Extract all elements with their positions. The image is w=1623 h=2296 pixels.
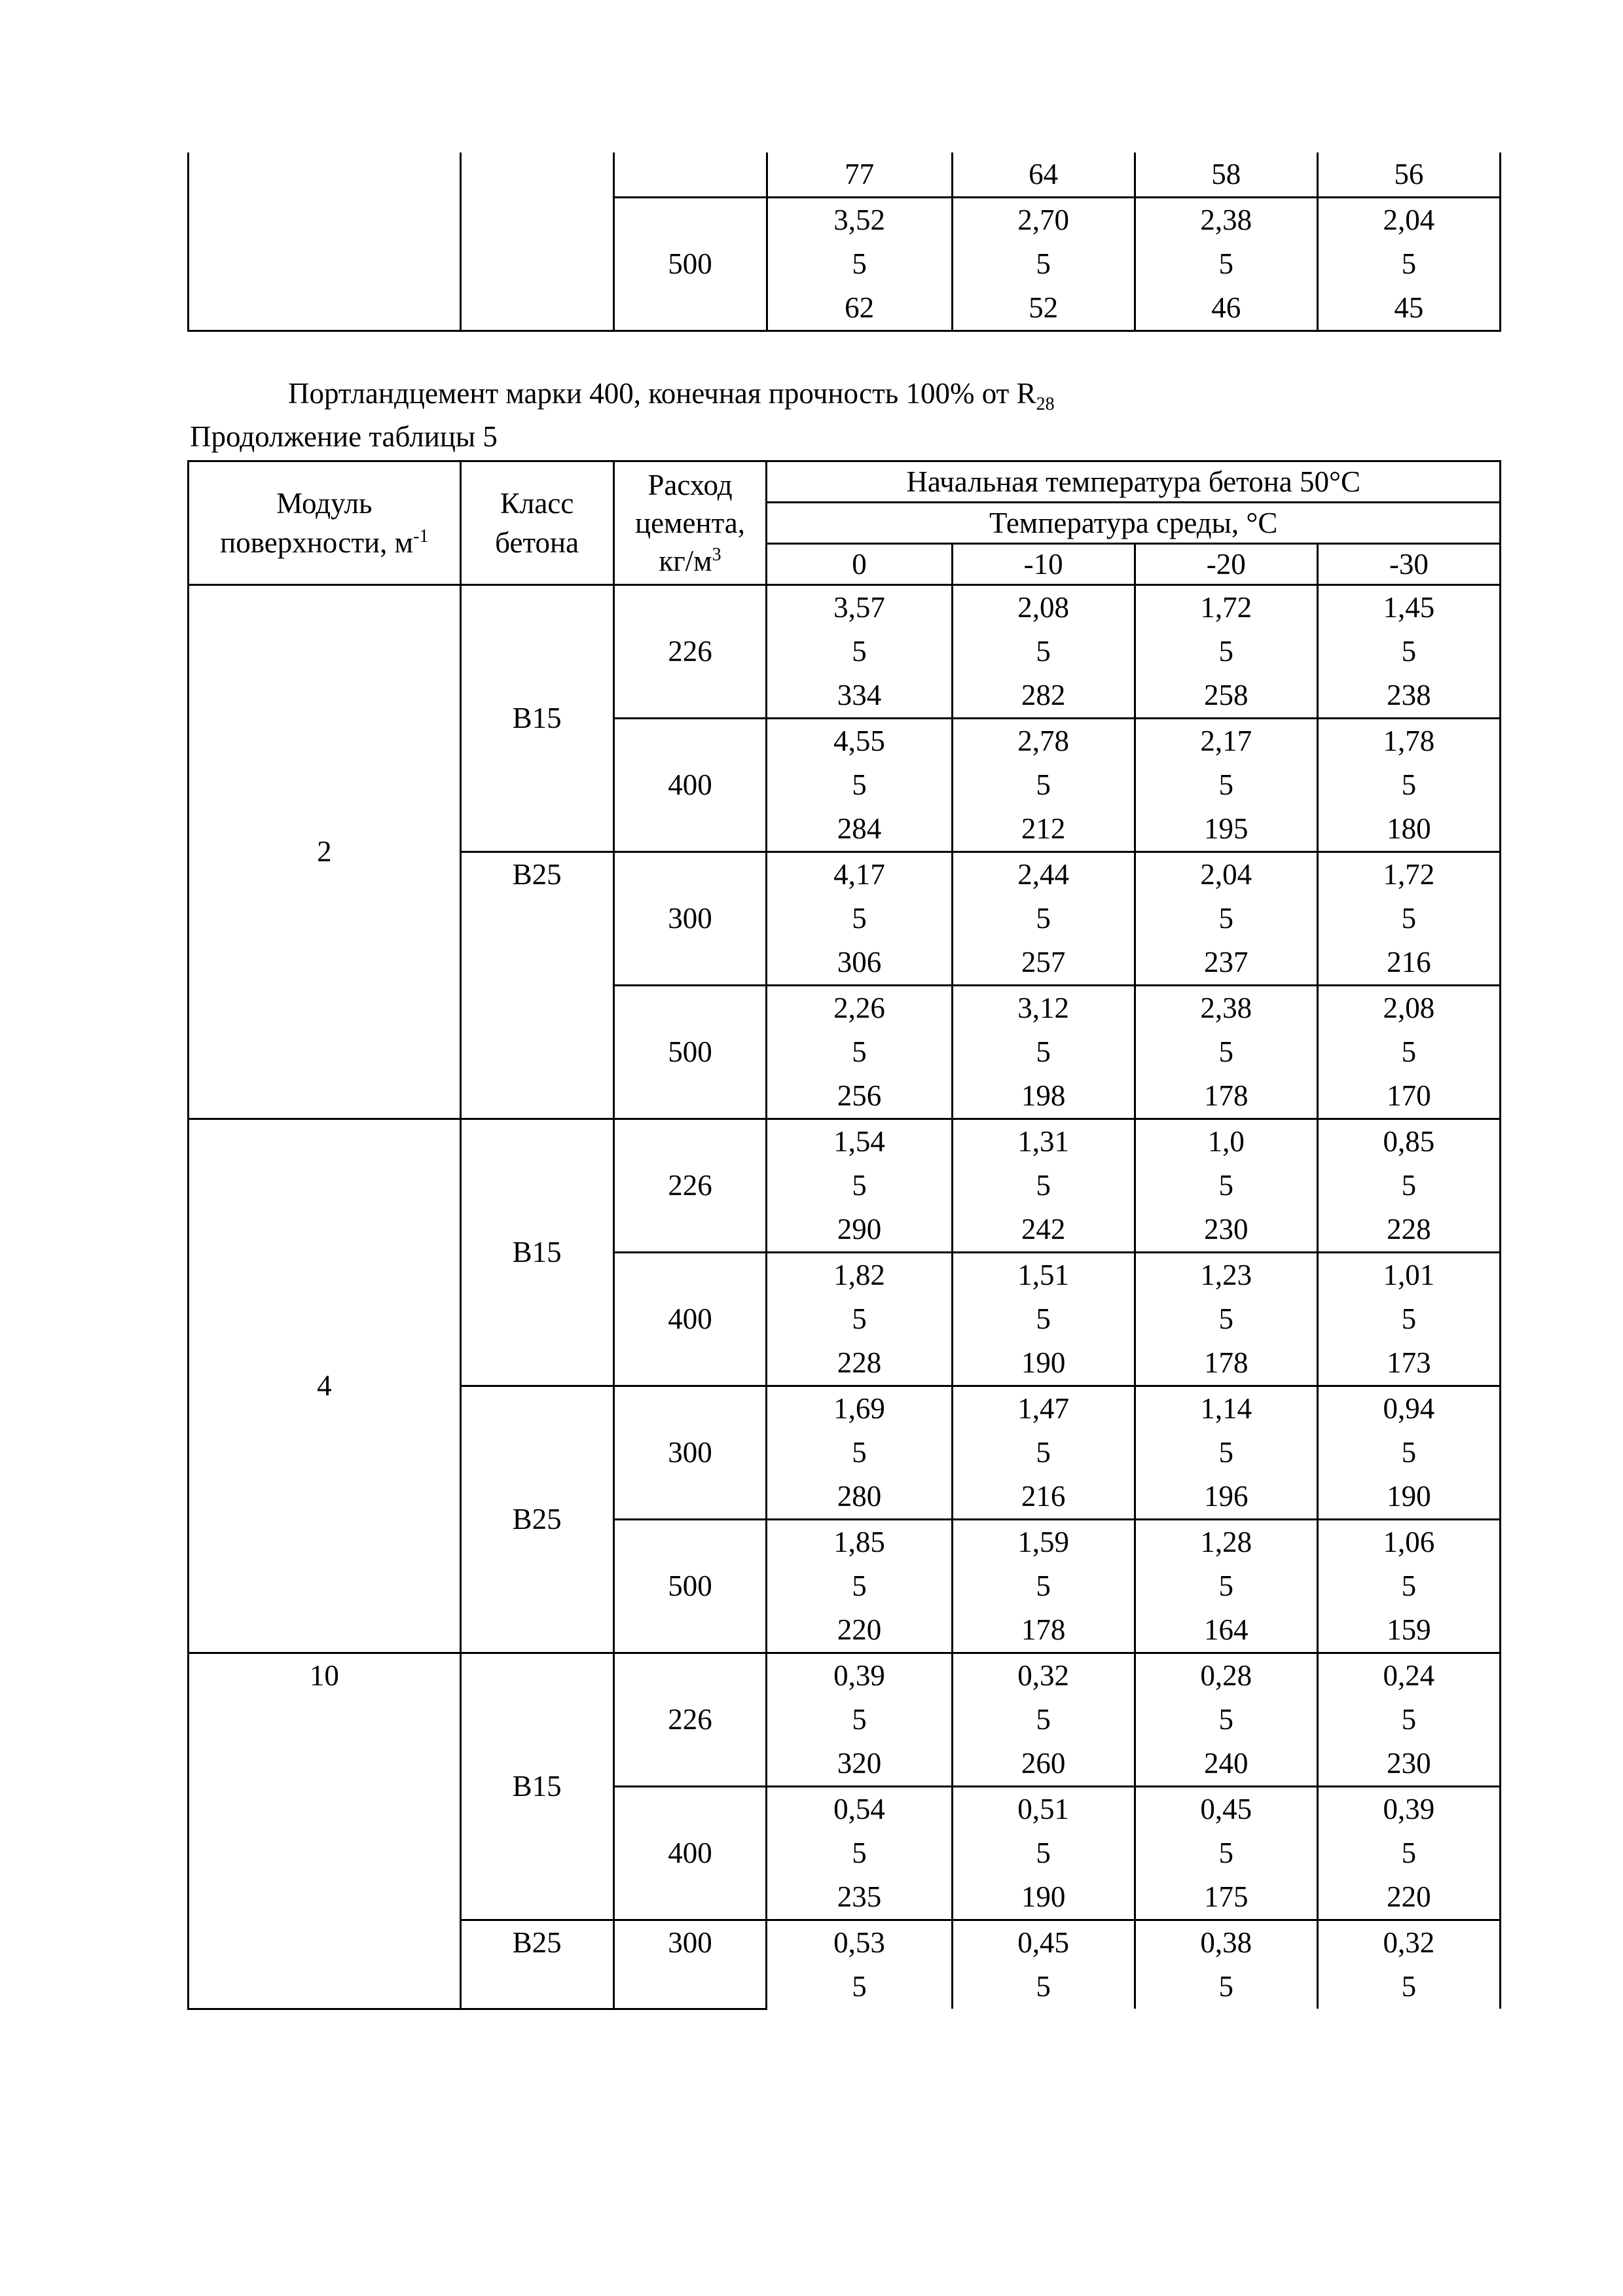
header-env-temp: Температура среды, °C: [767, 503, 1501, 544]
value-line: 5: [852, 635, 867, 668]
header-module: [189, 461, 461, 585]
value-line: 5: [1401, 902, 1417, 935]
header-temp: -30: [1317, 544, 1500, 585]
value-line: 1,69: [833, 1392, 885, 1425]
value-line: 5: [852, 1302, 867, 1335]
value-cell: [1135, 1119, 1317, 1253]
header-module-text: Модуль поверхности, м: [220, 487, 414, 559]
cement-cell: 400: [613, 719, 767, 852]
value-cell: [1317, 1386, 1500, 1520]
value-line: 5: [1218, 1970, 1234, 2003]
value-cell: [952, 198, 1135, 331]
value-cell: [1317, 719, 1500, 852]
value-cell: [1135, 1787, 1317, 1920]
header-cement-unit-text: кг/м: [659, 545, 712, 577]
value-line: 2,38: [1200, 204, 1252, 236]
value-line: 5: [852, 1570, 867, 1602]
header-temp: 0: [767, 544, 952, 585]
value-line: 2,26: [833, 992, 885, 1024]
value-line: 280: [837, 1480, 882, 1513]
value-line: 5: [1401, 1436, 1417, 1469]
value-line: 1,45: [1383, 591, 1435, 624]
value-line: 240: [1204, 1747, 1249, 1780]
value-cell: [1135, 1253, 1317, 1386]
cement-cell: 400: [613, 1253, 767, 1386]
class-cell: B15: [460, 1653, 613, 1920]
cement-cell: 226: [613, 1653, 767, 1787]
value-line: 0,45: [1017, 1926, 1070, 1959]
value-line: 0,32: [1383, 1926, 1435, 1959]
value-line: 5: [1218, 1302, 1234, 1335]
value-cell: [1135, 1386, 1317, 1520]
value-cell: [952, 1920, 1135, 2009]
value-line: 198: [1021, 1079, 1066, 1112]
value-line: 3,12: [1017, 992, 1070, 1024]
value-line: 52: [1029, 291, 1059, 324]
value-line: 0,51: [1017, 1793, 1070, 1825]
main-table: [187, 460, 1501, 2010]
value-line: 5: [1401, 1837, 1417, 1869]
value-line: 2,04: [1200, 858, 1252, 891]
value-line: 235: [837, 1880, 882, 1913]
value-line: 1,06: [1383, 1526, 1435, 1558]
value-line: 5: [852, 247, 867, 280]
value-line: 258: [1204, 679, 1249, 711]
module-cell: 10: [189, 1653, 461, 2009]
value-line: 5: [1036, 1570, 1051, 1602]
value-cell: [952, 585, 1135, 719]
value-line: 5: [852, 1436, 867, 1469]
value-cell: [952, 1386, 1135, 1520]
value-cell: [1317, 1520, 1500, 1653]
value-cell: [952, 1119, 1135, 1253]
table-caption: [288, 376, 1055, 414]
value-cell: 58: [1135, 152, 1317, 198]
value-cell: [1317, 1920, 1500, 2009]
value-cell: [767, 198, 952, 331]
value-line: 159: [1387, 1613, 1431, 1646]
value-line: 190: [1021, 1346, 1066, 1379]
value-line: 5: [1401, 1169, 1417, 1202]
value-line: 1,51: [1017, 1259, 1070, 1291]
value-line: 170: [1387, 1079, 1431, 1112]
value-line: 1,47: [1017, 1392, 1070, 1425]
value-line: 320: [837, 1747, 882, 1780]
value-line: 3,52: [833, 204, 885, 236]
value-cell: [1317, 1119, 1500, 1253]
value-line: 282: [1021, 679, 1066, 711]
value-cell: [767, 1386, 952, 1520]
value-line: 1,72: [1383, 858, 1435, 891]
value-line: 178: [1204, 1079, 1249, 1112]
value-line: 2,70: [1017, 204, 1070, 236]
value-line: 0,32: [1017, 1659, 1070, 1692]
value-line: 1,72: [1200, 591, 1252, 624]
header-row: [189, 461, 1501, 503]
value-line: 5: [1218, 1169, 1234, 1202]
value-line: 5: [1036, 247, 1051, 280]
value-line: 0,45: [1200, 1793, 1252, 1825]
value-line: 1,23: [1200, 1259, 1252, 1291]
value-line: 1,31: [1017, 1125, 1070, 1158]
value-line: 5: [852, 1837, 867, 1869]
value-line: 5: [1036, 1302, 1051, 1335]
value-line: 5: [1036, 1970, 1051, 2003]
value-line: 5: [1036, 1436, 1051, 1469]
value-line: 5: [1218, 1837, 1234, 1869]
cement-cell: 500: [613, 1520, 767, 1653]
header-cement-line: Расход: [647, 469, 733, 501]
class-cell: B15: [460, 585, 613, 852]
cement-cell: [613, 152, 767, 198]
header-temp: -10: [952, 544, 1135, 585]
value-line: 0,38: [1200, 1926, 1252, 1959]
value-cell: 77: [767, 152, 952, 198]
value-line: 2,08: [1017, 591, 1070, 624]
cement-cell: 226: [613, 1119, 767, 1253]
value-line: 173: [1387, 1346, 1431, 1379]
module-cell: 4: [189, 1119, 461, 1653]
value-line: 242: [1021, 1213, 1066, 1246]
caption-text: Портландцемент марки 400, конечная прочность 100% от R: [288, 377, 1036, 410]
header-cement: [613, 461, 767, 585]
value-cell: [1317, 198, 1500, 331]
value-line: 0,54: [833, 1793, 885, 1825]
value-line: 5: [1036, 768, 1051, 801]
value-cell: [952, 1253, 1135, 1386]
value-line: 306: [837, 946, 882, 978]
value-line: 5: [852, 1035, 867, 1068]
value-line: 5: [1218, 635, 1234, 668]
cement-cell: 400: [613, 1787, 767, 1920]
value-line: 5: [1036, 1169, 1051, 1202]
value-line: 5: [1401, 635, 1417, 668]
cement-cell: 300: [613, 1386, 767, 1520]
value-line: 1,14: [1200, 1392, 1252, 1425]
value-line: 2,78: [1017, 725, 1070, 757]
value-line: 46: [1211, 291, 1241, 324]
value-line: 195: [1204, 812, 1249, 845]
header-cement-sup: 3: [712, 545, 721, 565]
value-line: 216: [1021, 1480, 1066, 1513]
value-line: 2,08: [1383, 992, 1435, 1024]
value-line: 237: [1204, 946, 1249, 978]
value-line: 228: [837, 1346, 882, 1379]
value-line: 5: [1218, 247, 1234, 280]
value-line: 5: [1036, 1703, 1051, 1736]
value-cell: [952, 1520, 1135, 1653]
value-line: 230: [1204, 1213, 1249, 1246]
value-line: 1,82: [833, 1259, 885, 1291]
cement-cell: 300: [613, 852, 767, 986]
value-line: 1,0: [1207, 1125, 1245, 1158]
value-cell: [952, 1653, 1135, 1787]
cement-cell: 226: [613, 585, 767, 719]
value-cell: [1317, 585, 1500, 719]
value-cell: [1317, 1653, 1500, 1787]
value-line: 5: [1036, 1837, 1051, 1869]
value-line: 5: [852, 1169, 867, 1202]
value-cell: [1317, 852, 1500, 986]
value-cell: [767, 719, 952, 852]
value-line: 5: [1401, 1970, 1417, 2003]
value-cell: [1135, 585, 1317, 719]
value-line: 1,01: [1383, 1259, 1435, 1291]
value-line: 212: [1021, 812, 1066, 845]
value-line: 178: [1021, 1613, 1066, 1646]
table-row: [189, 585, 1501, 719]
value-line: 175: [1204, 1880, 1249, 1913]
class-cell: B25: [460, 852, 613, 1119]
value-cell: [767, 1920, 952, 2009]
value-line: 5: [1036, 902, 1051, 935]
value-line: 220: [1387, 1880, 1431, 1913]
value-line: 238: [1387, 679, 1431, 711]
value-line: 196: [1204, 1480, 1249, 1513]
value-line: 45: [1394, 291, 1424, 324]
value-line: 1,54: [833, 1125, 885, 1158]
value-line: 5: [1401, 1570, 1417, 1602]
value-line: 2,04: [1383, 204, 1435, 236]
value-line: 178: [1204, 1346, 1249, 1379]
value-line: 0,24: [1383, 1659, 1435, 1692]
value-line: 5: [1218, 1570, 1234, 1602]
value-line: 2,44: [1017, 858, 1070, 891]
class-cell: B25: [460, 1386, 613, 1653]
table-body: [189, 585, 1501, 2009]
value-cell: [952, 986, 1135, 1119]
value-line: 5: [852, 902, 867, 935]
value-line: 1,28: [1200, 1526, 1252, 1558]
header-cement-line: цемента,: [635, 507, 746, 539]
table-row: [189, 1119, 1501, 1253]
value-cell: [767, 1253, 952, 1386]
cement-cell: 500: [613, 986, 767, 1119]
value-line: 257: [1021, 946, 1066, 978]
table-fragment: [187, 152, 1501, 332]
value-line: 190: [1387, 1480, 1431, 1513]
value-line: 190: [1021, 1880, 1066, 1913]
value-line: 180: [1387, 812, 1431, 845]
value-cell: [1135, 719, 1317, 852]
header-cement-unit: [615, 542, 766, 580]
value-line: 220: [837, 1613, 882, 1646]
value-line: 5: [1401, 1703, 1417, 1736]
value-cell: [952, 852, 1135, 986]
value-line: 0,28: [1200, 1659, 1252, 1692]
class-cell: B25: [460, 1920, 613, 2009]
value-cell: [1135, 852, 1317, 986]
value-cell: [767, 1520, 952, 1653]
continuation-label: Продолжение таблицы 5: [190, 420, 498, 453]
value-cell: [1135, 198, 1317, 331]
value-line: 4,17: [833, 858, 885, 891]
value-line: 5: [1218, 1436, 1234, 1469]
caption-subscript: 28: [1036, 394, 1055, 414]
value-cell: [767, 1119, 952, 1253]
header-module-sup: -1: [413, 526, 429, 547]
header-initial-temp: Начальная температура бетона 50°C: [767, 461, 1501, 503]
value-cell: [1317, 1787, 1500, 1920]
value-line: 0,94: [1383, 1392, 1435, 1425]
value-line: 3,57: [833, 591, 885, 624]
value-cell: [1317, 986, 1500, 1119]
value-cell: [1135, 1920, 1317, 2009]
value-cell: 64: [952, 152, 1135, 198]
value-cell: [1135, 1653, 1317, 1787]
value-line: 5: [1218, 902, 1234, 935]
class-cell: [460, 152, 613, 331]
value-line: 0,53: [833, 1926, 885, 1959]
value-line: 5: [1218, 1035, 1234, 1068]
table-row: [189, 152, 1501, 198]
value-line: 5: [1036, 1035, 1051, 1068]
value-line: 0,39: [1383, 1793, 1435, 1825]
value-line: 0,85: [1383, 1125, 1435, 1158]
value-cell: [1135, 986, 1317, 1119]
value-line: 5: [852, 1970, 867, 2003]
module-cell: [189, 152, 461, 331]
value-cell: [767, 585, 952, 719]
value-line: 4,55: [833, 725, 885, 757]
value-line: 228: [1387, 1213, 1431, 1246]
value-cell: [767, 852, 952, 986]
class-cell: B15: [460, 1119, 613, 1386]
value-cell: 56: [1317, 152, 1500, 198]
value-line: 260: [1021, 1747, 1066, 1780]
value-line: 334: [837, 679, 882, 711]
value-line: 62: [845, 291, 875, 324]
value-line: 2,38: [1200, 992, 1252, 1024]
value-line: 5: [852, 768, 867, 801]
value-cell: [767, 986, 952, 1119]
value-cell: [767, 1653, 952, 1787]
table-row: [189, 1653, 1501, 1787]
value-cell: [1317, 1253, 1500, 1386]
value-line: 216: [1387, 946, 1431, 978]
value-line: 5: [1401, 768, 1417, 801]
value-line: 0,39: [833, 1659, 885, 1692]
value-line: 1,78: [1383, 725, 1435, 757]
value-line: 5: [1036, 635, 1051, 668]
value-line: 5: [1401, 1035, 1417, 1068]
value-line: 5: [1218, 1703, 1234, 1736]
cement-cell: 500: [613, 198, 767, 331]
module-cell: 2: [189, 585, 461, 1119]
value-line: 5: [1401, 247, 1417, 280]
value-cell: [767, 1787, 952, 1920]
value-line: 5: [852, 1703, 867, 1736]
header-class: Класс бетона: [460, 461, 613, 585]
value-line: 164: [1204, 1613, 1249, 1646]
value-cell: [952, 1787, 1135, 1920]
value-cell: [952, 719, 1135, 852]
value-line: 284: [837, 812, 882, 845]
value-line: 230: [1387, 1747, 1431, 1780]
value-line: 5: [1218, 768, 1234, 801]
value-line: 1,59: [1017, 1526, 1070, 1558]
value-line: 290: [837, 1213, 882, 1246]
cement-cell: 300: [613, 1920, 767, 2009]
value-line: 256: [837, 1079, 882, 1112]
value-cell: [1135, 1520, 1317, 1653]
value-line: 5: [1401, 1302, 1417, 1335]
header-temp: -20: [1135, 544, 1317, 585]
value-line: 2,17: [1200, 725, 1252, 757]
value-line: 1,85: [833, 1526, 885, 1558]
